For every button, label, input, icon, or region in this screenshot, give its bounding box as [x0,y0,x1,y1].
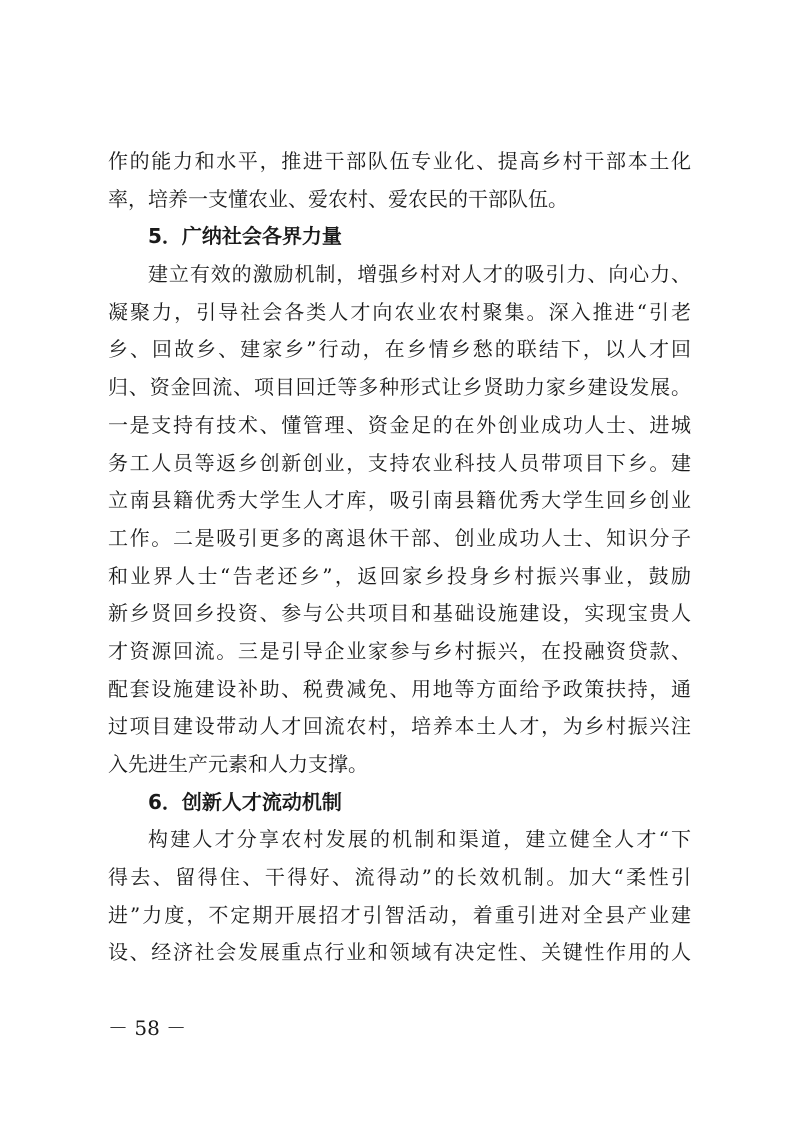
paragraph-line: 配套设施建设补助、税费减免、用地等方面给予政策扶持，通 [108,676,691,701]
paragraph-line: 率，培养一支懂农业、爱农村、爱农民的干部队伍。 [108,186,568,211]
document-body [108,143,691,972]
paragraph-line: 和业界人士“告老还乡”，返回家乡投身乡村振兴事业，鼓励 [108,563,691,588]
paragraph-line: 新乡贤回乡投资、参与公共项目和基础设施建设，实现宝贵人 [108,601,691,626]
section-heading-5: 5．广纳社会各界力量 [148,224,342,249]
paragraph-line: 立南县籍优秀大学生人才库，吸引南县籍优秀大学生回乡创业 [108,488,691,513]
paragraph-line: 设、经济社会发展重点行业和领域有决定性、关键性作用的人 [108,940,691,965]
paragraph-line: 乡、回故乡、建家乡”行动，在乡情乡愁的联结下，以人才回 [108,337,691,362]
paragraph-line: 得去、留得住、干得好、流得动”的长效机制。加大“柔性引 [108,865,691,890]
paragraph-line: 构建人才分享农村发展的机制和渠道，建立健全人才“下 [148,827,691,852]
paragraph-line: 进”力度，不定期开展招才引智活动，着重引进对全县产业建 [108,902,691,927]
paragraph-line: 才资源回流。三是引导企业家参与乡村振兴，在投融资贷款、 [108,638,691,663]
page-number: － 58 － [108,1016,187,1040]
paragraph-line: 入先进生产元素和人力支撑。 [108,752,368,776]
paragraph-line: 建立有效的激励机制，增强乡村对人才的吸引力、向心力、 [148,262,691,287]
paragraph-line: 工作。二是吸引更多的离退休干部、创业成功人士、知识分子 [108,525,691,550]
paragraph-line: 务工人员等返乡创新创业，支持农业科技人员带项目下乡。建 [108,450,691,475]
paragraph-line: 一是支持有技术、懂管理、资金足的在外创业成功人士、进城 [108,412,691,437]
section-heading-6: 6．创新人才流动机制 [148,789,342,814]
paragraph-line: 作的能力和水平，推进干部队伍专业化、提高乡村干部本土化 [108,149,691,173]
paragraph-line: 过项目建设带动人才回流农村，培养本土人才，为乡村振兴注 [108,714,691,739]
paragraph-line: 凝聚力，引导社会各类人才向农业农村聚集。深入推进“引老 [108,299,691,324]
paragraph-line: 归、资金回流、项目回迁等多种形式让乡贤助力家乡建设发展。 [108,375,691,400]
